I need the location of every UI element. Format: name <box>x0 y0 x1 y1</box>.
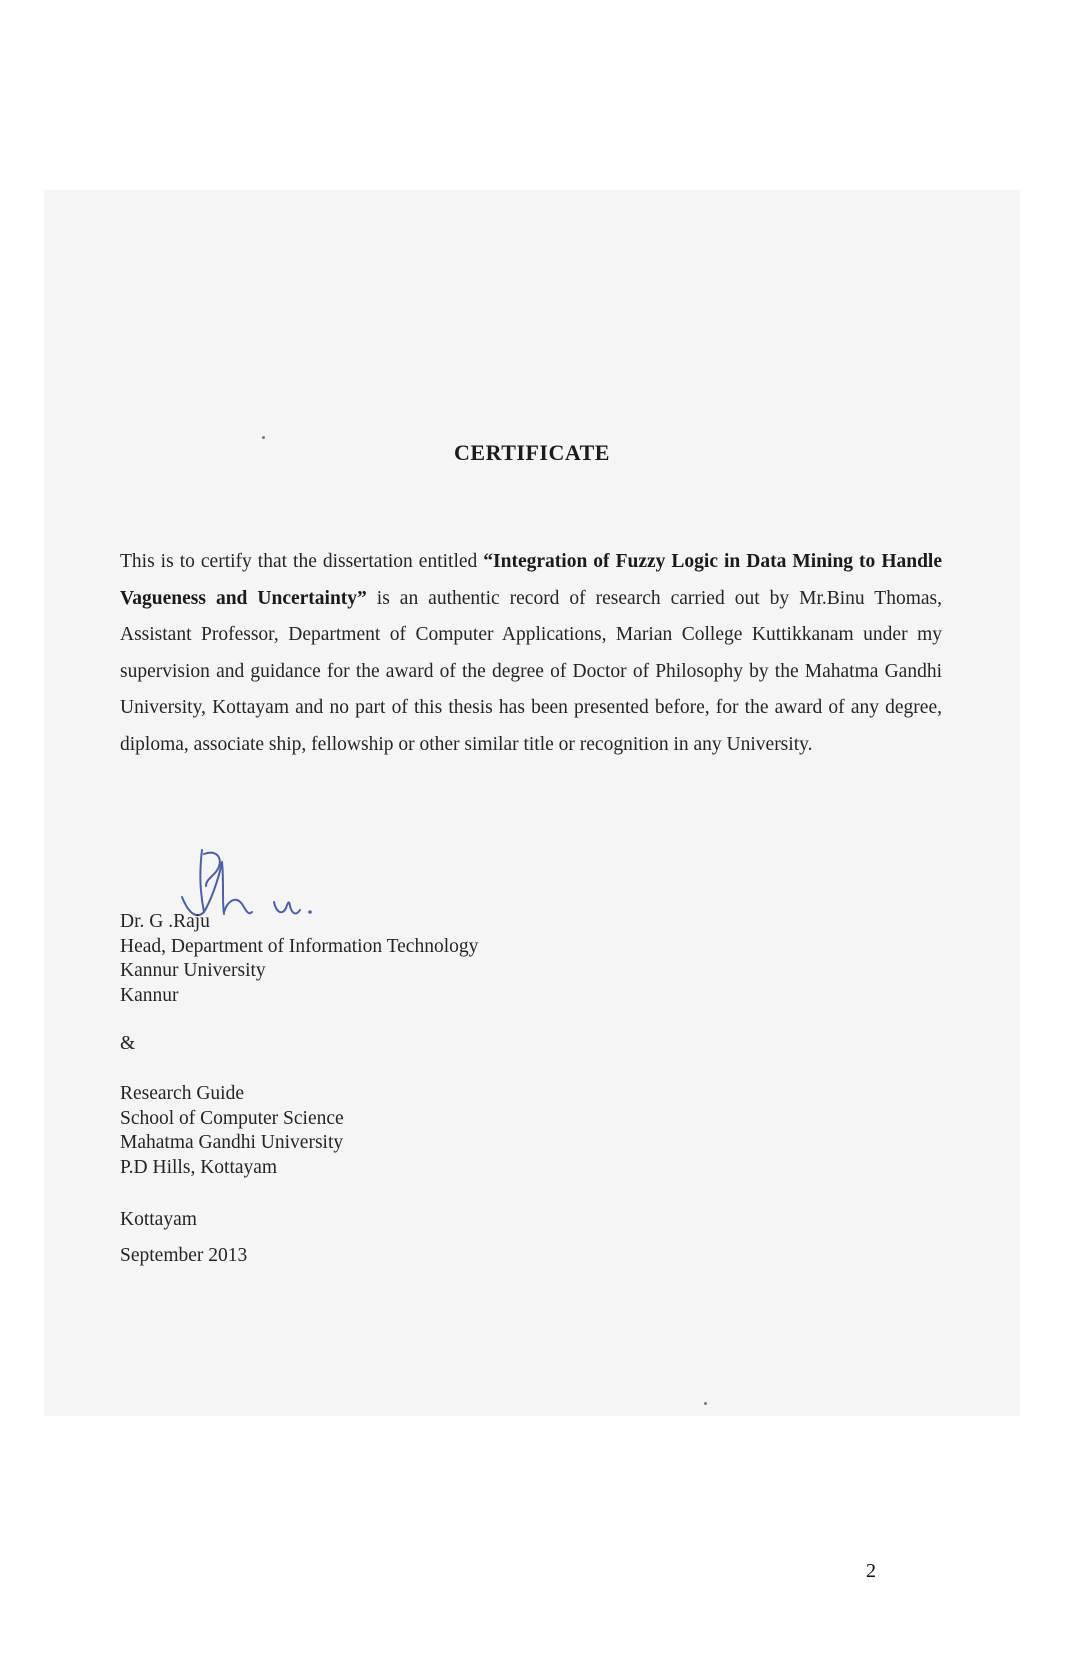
certificate-place: Kottayam <box>120 1209 197 1230</box>
guide-role: Research Guide <box>120 1083 244 1104</box>
body-lead: This is to certify that the dissertation entitled <box>120 551 484 572</box>
scan-speck <box>704 1402 707 1405</box>
ampersand: & <box>120 1033 136 1054</box>
certificate-title: CERTIFICATE <box>454 440 610 465</box>
certificate-date: September 2013 <box>120 1245 248 1266</box>
thesis-title: “Integration of Fuzzy Logic in Data Mining to Handle Vagueness and Uncertainty” <box>120 551 942 609</box>
scanned-certificate <box>44 190 1020 1416</box>
signatory-university: Kannur University <box>120 960 266 981</box>
signatory-name: Dr. G .Raju <box>120 911 210 932</box>
page-number: 2 <box>866 1560 876 1582</box>
guide-address: P.D Hills, Kottayam <box>120 1156 278 1178</box>
guide-school: School of Computer Science <box>120 1107 344 1129</box>
scan-speck <box>262 436 265 439</box>
guide-block <box>120 1082 344 1180</box>
signatory-title: Head, Department of Information Technology <box>120 935 479 957</box>
signatory-block <box>120 910 478 1008</box>
certificate-body <box>120 544 942 763</box>
guide-university: Mahatma Gandhi University <box>120 1132 344 1153</box>
signatory-city: Kannur <box>120 984 179 1006</box>
body-rest: is an authentic record of research carried out by Mr.Binu Thomas, Assistant Professor, Department of Computer Applications, Marian College Kuttikkanam under my supervision and guidance for the award of the degree of Doctor of Philosophy by the Mahatma Gandhi University, Kottayam and no part of this thesis has been presented before, for the award of any degree, diploma, associate ship, fellowship or other similar title or recognition in any University. <box>120 587 942 755</box>
